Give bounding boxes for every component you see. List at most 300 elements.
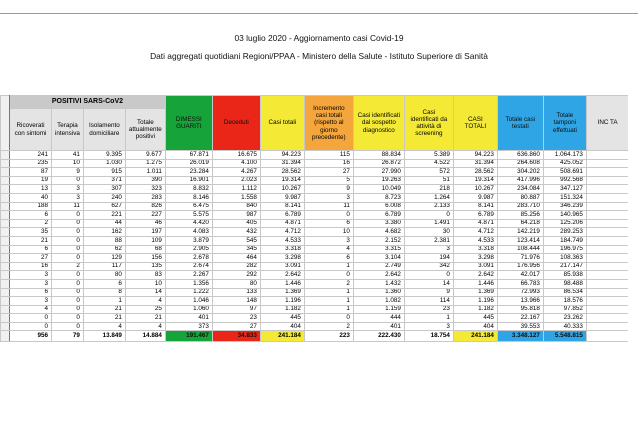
region-cell (1, 288, 10, 297)
table-cell: 3 (52, 185, 84, 194)
table-cell: 1.558 (212, 193, 260, 202)
top-rule (0, 13, 638, 14)
increment-tamponi-cell (586, 193, 628, 202)
table-cell: 6 (304, 254, 353, 263)
table-row (1, 202, 629, 211)
table-cell: 86.534 (543, 288, 586, 297)
table-cell: 371 (83, 176, 125, 185)
region-cell (1, 322, 10, 331)
table-cell: 94.223 (260, 151, 304, 160)
table-cell: 19.314 (453, 176, 497, 185)
col-header-isolamento: Isolamento domiciliare (83, 109, 125, 151)
table-cell: 2 (52, 262, 84, 271)
table-cell: 1.060 (165, 305, 212, 314)
table-cell: 46 (125, 219, 165, 228)
table-cell: 915 (83, 168, 125, 177)
table-cell: 31.394 (260, 159, 304, 168)
table-cell: 97.852 (543, 305, 586, 314)
table-cell: 4.267 (212, 168, 260, 177)
table-cell: 3.318 (260, 245, 304, 254)
table-cell: 10 (52, 159, 84, 168)
table-cell: 16 (10, 262, 52, 271)
table-cell: 19.263 (353, 176, 404, 185)
increment-tamponi-cell (586, 297, 628, 306)
table-cell: 129 (83, 254, 125, 263)
table-cell: 148 (212, 297, 260, 306)
table-cell: 6.475 (165, 202, 212, 211)
increment-tamponi-cell (586, 236, 628, 245)
table-cell: 21 (83, 314, 125, 323)
table-cell: 218 (404, 185, 453, 194)
table-cell: 992.568 (543, 176, 586, 185)
table-cell: 241.184 (453, 331, 497, 342)
table-cell: 1 (83, 297, 125, 306)
table-cell: 14 (125, 288, 165, 297)
table-cell: 0 (304, 211, 353, 220)
table-cell: 0 (52, 176, 84, 185)
table-row (1, 297, 629, 306)
table-cell: 0 (52, 211, 84, 220)
region-cell (1, 262, 10, 271)
increment-tamponi-cell (586, 271, 628, 280)
col-header-dimessi: DIMESSI GUARITI (165, 96, 212, 151)
table-row (1, 279, 629, 288)
table-cell: 1.064.173 (543, 151, 586, 160)
table-cell: 196.975 (543, 245, 586, 254)
table-row (1, 176, 629, 185)
increment-tamponi-cell (586, 331, 628, 342)
table-cell: 264.608 (497, 159, 543, 168)
table-cell: 4.100 (212, 159, 260, 168)
table-cell: 1.356 (165, 279, 212, 288)
table-cell: 117 (83, 262, 125, 271)
table-cell: 1.182 (453, 305, 497, 314)
table-cell: 404 (260, 322, 304, 331)
table-cell: 304.202 (497, 168, 543, 177)
table-cell: 3.348.127 (497, 331, 543, 342)
table-cell: 42.017 (497, 271, 543, 280)
table-cell: 1.491 (404, 219, 453, 228)
table-cell: 390 (125, 176, 165, 185)
col-header-deceduti: Deceduti (212, 96, 260, 151)
covid-data-table (0, 95, 628, 342)
table-cell: 234.084 (497, 185, 543, 194)
table-row (1, 288, 629, 297)
region-cell (1, 193, 10, 202)
table-cell: 85.938 (543, 271, 586, 280)
col-header-screening: Casi identificati da attività di screening (404, 96, 453, 151)
table-cell: 26.872 (353, 159, 404, 168)
table-cell: 4.533 (453, 236, 497, 245)
region-cell (1, 297, 10, 306)
table-cell: 41 (52, 151, 84, 160)
table-cell: 1.196 (260, 297, 304, 306)
table-cell: 40 (10, 193, 52, 202)
table-cell: 2.023 (212, 176, 260, 185)
table-cell: 221 (83, 211, 125, 220)
table-cell: 140.965 (543, 211, 586, 220)
table-row (1, 151, 629, 160)
table-cell: 5.389 (404, 151, 453, 160)
increment-tamponi-cell (586, 151, 628, 160)
table-cell: 28.562 (260, 168, 304, 177)
table-body (1, 151, 629, 342)
table-cell: 72.993 (497, 288, 543, 297)
region-cell (1, 185, 10, 194)
table-cell: 9 (304, 185, 353, 194)
table-cell: 8.146 (165, 193, 212, 202)
table-cell: 1 (304, 262, 353, 271)
table-cell: 0 (52, 305, 84, 314)
table-cell: 4.871 (453, 219, 497, 228)
increment-tamponi-cell (586, 185, 628, 194)
table-cell: 6.789 (353, 211, 404, 220)
table-cell: 241.184 (260, 331, 304, 342)
table-cell: 223 (304, 331, 353, 342)
table-cell: 1.432 (353, 279, 404, 288)
table-cell: 345 (212, 245, 260, 254)
table-cell: 80.887 (497, 193, 543, 202)
table-cell: 1.446 (453, 279, 497, 288)
region-cell (1, 159, 10, 168)
region-column-header (1, 96, 10, 151)
table-cell: 0 (52, 288, 84, 297)
table-cell: 2.642 (353, 271, 404, 280)
increment-tamponi-cell (586, 219, 628, 228)
table-cell: 3 (10, 279, 52, 288)
table-cell: 13 (10, 185, 52, 194)
table-cell: 27 (10, 254, 52, 263)
table-cell: 1.182 (260, 305, 304, 314)
table-cell: 0 (404, 211, 453, 220)
table-cell: 3.298 (260, 254, 304, 263)
table-cell: 123.414 (497, 236, 543, 245)
table-cell: 227 (125, 211, 165, 220)
table-cell: 4 (125, 297, 165, 306)
table-cell: 2.678 (165, 254, 212, 263)
table-cell: 16.901 (165, 176, 212, 185)
table-cell: 0 (304, 314, 353, 323)
increment-tamponi-cell (586, 314, 628, 323)
table-row (1, 219, 629, 228)
table-cell: 184.749 (543, 236, 586, 245)
increment-tamponi-cell (586, 202, 628, 211)
table-cell: 283 (125, 193, 165, 202)
table-cell: 3 (404, 245, 453, 254)
table-cell: 18.754 (404, 331, 453, 342)
region-cell (1, 314, 10, 323)
table-cell: 191.467 (165, 331, 212, 342)
table-cell: 405 (212, 219, 260, 228)
report-title: 03 luglio 2020 - Aggiornamento casi Covid-19 (234, 33, 404, 43)
table-cell: 2.674 (165, 262, 212, 271)
table-cell: 8 (83, 288, 125, 297)
table-cell: 0 (10, 322, 52, 331)
table-row (1, 168, 629, 177)
table-cell: 16 (304, 159, 353, 168)
increment-tamponi-cell (586, 279, 628, 288)
table-cell: 8.141 (260, 202, 304, 211)
table-cell: 13.849 (83, 331, 125, 342)
table-cell: 3 (10, 271, 52, 280)
table-cell: 6 (10, 245, 52, 254)
table-cell: 40.333 (543, 322, 586, 331)
table-cell: 98.488 (543, 279, 586, 288)
totals-row (1, 331, 629, 342)
table-cell: 2.749 (353, 262, 404, 271)
table-cell: 23.284 (165, 168, 212, 177)
table-cell: 3.104 (353, 254, 404, 263)
table-cell: 4.522 (404, 159, 453, 168)
table-cell: 508.691 (543, 168, 586, 177)
table-cell: 9.987 (453, 193, 497, 202)
table-row (1, 322, 629, 331)
table-cell: 27 (212, 322, 260, 331)
table-cell: 125.206 (543, 219, 586, 228)
table-cell: 2.152 (353, 236, 404, 245)
table-cell: 3 (52, 193, 84, 202)
table-cell: 19.314 (260, 176, 304, 185)
table-cell: 235 (10, 159, 52, 168)
col-header-incremento-tamponi: INC TA (586, 96, 628, 151)
table-cell: 1.446 (260, 279, 304, 288)
table-cell: 4.083 (165, 228, 212, 237)
table-cell: 3 (304, 236, 353, 245)
table-cell: 1.264 (404, 193, 453, 202)
table-cell: 1.369 (453, 288, 497, 297)
table-cell: 21 (83, 305, 125, 314)
table-cell: 3.091 (260, 262, 304, 271)
table-cell: 4.682 (353, 228, 404, 237)
table-cell: 545 (212, 236, 260, 245)
table-cell: 88.834 (353, 151, 404, 160)
table-cell: 241 (10, 151, 52, 160)
table-cell: 826 (125, 202, 165, 211)
table-cell: 6.789 (260, 211, 304, 220)
table-cell: 10 (304, 228, 353, 237)
col-header-incremento: Incremento casi totali (rispetto al giorno precedente) (304, 96, 353, 151)
table-row (1, 236, 629, 245)
table-cell: 39.553 (497, 322, 543, 331)
table-cell: 956 (10, 331, 52, 342)
table-cell: 373 (165, 322, 212, 331)
table-cell: 0 (304, 271, 353, 280)
region-cell (1, 236, 10, 245)
table-cell: 109 (125, 236, 165, 245)
table-cell: 79 (52, 331, 84, 342)
increment-tamponi-cell (586, 228, 628, 237)
table-cell: 240 (83, 193, 125, 202)
table-cell: 10.049 (353, 185, 404, 194)
table-cell: 222.430 (353, 331, 404, 342)
table-cell: 636.860 (497, 151, 543, 160)
col-header-sospetto-diagnostico: Casi identificati dal sospetto diagnostico (353, 96, 404, 151)
col-header-casi-testati: Totale casi testati (497, 96, 543, 151)
increment-tamponi-cell (586, 211, 628, 220)
table-cell: 6 (83, 279, 125, 288)
table-cell: 0 (52, 219, 84, 228)
table-cell: 1.360 (353, 288, 404, 297)
table-cell: 188 (10, 202, 52, 211)
table-cell: 3 (10, 297, 52, 306)
table-cell: 62 (83, 245, 125, 254)
table-cell: 133 (212, 288, 260, 297)
table-cell: 2.381 (404, 236, 453, 245)
table-cell: 23 (404, 305, 453, 314)
region-cell (1, 219, 10, 228)
table-cell: 3.315 (353, 245, 404, 254)
table-cell: 11 (304, 202, 353, 211)
table-cell: 323 (125, 185, 165, 194)
table-cell: 1.030 (83, 159, 125, 168)
table-cell: 0 (404, 271, 453, 280)
increment-tamponi-cell (586, 245, 628, 254)
table-cell: 68 (125, 245, 165, 254)
region-cell (1, 211, 10, 220)
report-subtitle: Dati aggregati quotidiani Regioni/PPAA - Ministero della Salute - Istituto Superiore di Sanità (150, 51, 488, 61)
table-row (1, 314, 629, 323)
table-cell: 2.642 (453, 271, 497, 280)
table-cell: 8.832 (165, 185, 212, 194)
table-cell: 19 (10, 176, 52, 185)
table-cell: 35 (10, 228, 52, 237)
table-cell: 840 (212, 202, 260, 211)
table-cell: 401 (165, 314, 212, 323)
table-cell: 1 (304, 288, 353, 297)
increment-tamponi-cell (586, 176, 628, 185)
table-cell: 108.444 (497, 245, 543, 254)
table-cell: 4.420 (165, 219, 212, 228)
table-cell: 3.298 (453, 254, 497, 263)
region-cell (1, 168, 10, 177)
table-cell: 4.712 (453, 228, 497, 237)
table-cell: 0 (52, 322, 84, 331)
region-cell (1, 254, 10, 263)
table-cell: 0 (52, 236, 84, 245)
table-cell: 9.395 (83, 151, 125, 160)
table-cell: 95.818 (497, 305, 543, 314)
region-cell (1, 151, 10, 160)
table-cell: 194 (404, 254, 453, 263)
table-cell: 14.884 (125, 331, 165, 342)
increment-tamponi-cell (586, 288, 628, 297)
table-cell: 64.218 (497, 219, 543, 228)
table-cell: 18.576 (543, 297, 586, 306)
table-cell: 2 (304, 322, 353, 331)
table-cell: 8.141 (453, 202, 497, 211)
increment-tamponi-cell (586, 254, 628, 263)
table-cell: 162 (83, 228, 125, 237)
table-cell: 30 (404, 228, 453, 237)
table-row (1, 228, 629, 237)
col-header-terapia-intensiva: Terapia intensiva (52, 109, 84, 151)
table-cell: 67.871 (165, 151, 212, 160)
table-cell: 987 (212, 211, 260, 220)
table-cell: 51 (404, 176, 453, 185)
table-cell: 21 (125, 314, 165, 323)
table-cell: 114 (404, 297, 453, 306)
table-cell: 115 (304, 151, 353, 160)
region-cell (1, 331, 10, 342)
table-cell: 2.133 (404, 202, 453, 211)
table-cell: 6.008 (353, 202, 404, 211)
table-cell: 142.219 (497, 228, 543, 237)
table-cell: 22.167 (497, 314, 543, 323)
table-cell: 1.159 (353, 305, 404, 314)
table-cell: 44 (83, 219, 125, 228)
table-cell: 1 (404, 314, 453, 323)
table-row (1, 159, 629, 168)
table-cell: 26.019 (165, 159, 212, 168)
table-cell: 5 (304, 176, 353, 185)
table-cell: 627 (83, 202, 125, 211)
table-cell: 8.723 (353, 193, 404, 202)
table-cell: 0 (52, 271, 84, 280)
table-cell: 347.127 (543, 185, 586, 194)
table-cell: 0 (52, 245, 84, 254)
table-cell: 2 (10, 219, 52, 228)
table-row (1, 305, 629, 314)
table-cell: 2.267 (165, 271, 212, 280)
table-cell: 425.052 (543, 159, 586, 168)
table-cell: 1.046 (165, 297, 212, 306)
table-cell: 1.011 (125, 168, 165, 177)
table-cell: 0 (52, 254, 84, 263)
table-cell: 3.879 (165, 236, 212, 245)
col-header-tamponi: Totale tamponi effettuati (543, 96, 586, 151)
region-cell (1, 279, 10, 288)
table-cell: 16.675 (212, 151, 260, 160)
table-cell: 464 (212, 254, 260, 263)
region-cell (1, 176, 10, 185)
table-cell: 444 (353, 314, 404, 323)
table-cell: 0 (52, 297, 84, 306)
table-cell: 197 (125, 228, 165, 237)
table-cell: 1.196 (453, 297, 497, 306)
table-cell: 10 (125, 279, 165, 288)
table-cell: 23 (212, 314, 260, 323)
col-header-casi-totali-2: CASI TOTALI (453, 96, 497, 151)
table-cell: 572 (404, 168, 453, 177)
table-cell: 404 (453, 322, 497, 331)
increment-tamponi-cell (586, 322, 628, 331)
table-cell: 31.394 (453, 159, 497, 168)
table-cell: 176.956 (497, 262, 543, 271)
table-cell: 0 (52, 314, 84, 323)
table-row (1, 193, 629, 202)
table-cell: 0 (52, 279, 84, 288)
table-cell: 283.710 (497, 202, 543, 211)
table-cell: 4 (10, 305, 52, 314)
region-cell (1, 271, 10, 280)
table-cell: 0 (52, 228, 84, 237)
table-cell: 3 (404, 322, 453, 331)
table-cell: 282 (212, 262, 260, 271)
table-cell: 11 (52, 202, 84, 211)
table-row (1, 245, 629, 254)
table-cell: 135 (125, 262, 165, 271)
table-row (1, 262, 629, 271)
table-cell: 27.990 (353, 168, 404, 177)
table-cell: 1.222 (165, 288, 212, 297)
table-cell: 10.267 (453, 185, 497, 194)
table-cell: 21 (10, 236, 52, 245)
table-cell: 14 (404, 279, 453, 288)
positivi-group-header: POSITIVI SARS-CoV2 (10, 96, 166, 109)
table-cell: 6.789 (453, 211, 497, 220)
table-cell: 87 (10, 168, 52, 177)
region-cell (1, 305, 10, 314)
